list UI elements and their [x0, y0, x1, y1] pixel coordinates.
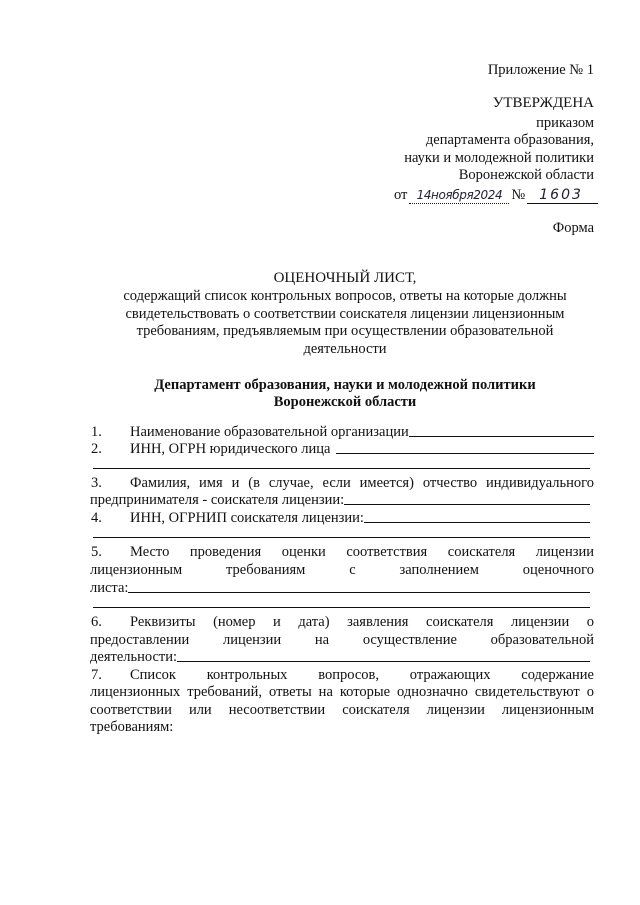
form-item-2 — [90, 440, 594, 458]
fill-line — [336, 453, 594, 454]
item-label: ИНН, ОГРН юридического лица — [130, 441, 331, 457]
form-item-6-continuation — [90, 648, 590, 666]
form-item-1 — [90, 423, 594, 441]
item-label: лицензионным требованиям с заполнением оценочного — [90, 562, 594, 578]
form-item-7-continuation — [90, 718, 594, 736]
form-item-7-continuation — [90, 683, 594, 701]
order-line: приказом — [536, 115, 594, 131]
fill-line — [409, 436, 594, 437]
item-number: 5. — [91, 544, 102, 560]
order-line: науки и молодежной политики — [404, 150, 594, 166]
item-label: требованиям: — [90, 719, 174, 735]
order-line: Воронежской области — [458, 167, 594, 183]
item-label: Наименование образовательной организации — [130, 424, 409, 440]
item-label: предоставлении лицензии на осуществление образовательной — [90, 632, 594, 648]
fill-line — [128, 592, 590, 593]
fill-line — [364, 522, 590, 523]
handwritten-order-number: 1603 — [527, 187, 598, 204]
form-item-7-continuation — [90, 701, 594, 719]
fill-line — [344, 504, 590, 505]
item-label: ИНН, ОГРНИП соискателя лицензии: — [130, 510, 364, 526]
number-sign: № — [511, 187, 526, 203]
title-subline: свидетельствовать о соответствии соискателя лицензии лицензионным — [125, 306, 565, 322]
item-number: 4. — [91, 510, 102, 526]
form-item-4 — [90, 509, 590, 527]
item-label: Список контрольных вопросов, отражающих содержание — [130, 667, 594, 683]
item-label: лицензионных требований, ответы на которые однозначно свидетельствуют о — [90, 684, 594, 700]
form-item-3-continuation — [90, 491, 590, 509]
handwritten-date: 14ноября2024 — [409, 187, 509, 204]
form-item-6 — [90, 613, 594, 631]
item-label: Реквизиты (номер и дата) заявления соискателя лицензии о — [130, 614, 594, 630]
item-number: 6. — [91, 614, 102, 630]
form-item-5-continuation — [90, 561, 594, 579]
order-line: департамента образования, — [425, 132, 594, 148]
form-item-6-continuation — [90, 631, 594, 649]
document-title: ОЦЕНОЧНЫЙ ЛИСТ, — [273, 270, 417, 286]
order-date-number-line — [394, 184, 598, 204]
fill-line — [93, 607, 590, 608]
item-label: Фамилия, имя и (в случае, если имеется) отчество индивидуального — [130, 475, 594, 491]
form-item-5-continuation — [90, 579, 590, 597]
title-subline: содержащий список контрольных вопросов, ответы на которые должны — [123, 288, 567, 304]
item-label: листа: — [90, 580, 129, 596]
fill-line — [93, 468, 590, 469]
form-item-5 — [90, 543, 594, 561]
item-label: деятельности: — [90, 649, 178, 665]
item-label: соответствии или несоответствии соискателя лицензии лицензионным — [90, 702, 594, 718]
fill-line — [93, 537, 590, 538]
item-number: 1. — [91, 424, 102, 440]
department-name: Воронежской области — [273, 394, 417, 410]
item-label: Место проведения оценки соответствия соискателя лицензии — [130, 544, 594, 560]
item-number: 2. — [91, 441, 102, 457]
approved-label: УТВЕРЖДЕНА — [492, 95, 594, 111]
appendix-label: Приложение № 1 — [487, 62, 594, 78]
fill-line — [177, 661, 590, 662]
item-number: 3. — [91, 475, 102, 491]
form-label: Форма — [552, 220, 594, 236]
title-subline: деятельности — [303, 341, 387, 357]
department-name: Департамент образования, науки и молодежной политики — [154, 377, 536, 393]
title-subline: требованиям, предъявляемым при осуществлении образовательной — [136, 323, 554, 339]
form-item-7 — [90, 666, 594, 684]
item-label: предпринимателя - соискателя лицензии: — [90, 492, 345, 508]
item-number: 7. — [91, 667, 102, 683]
date-prefix: от — [394, 187, 408, 203]
form-item-3 — [90, 474, 594, 492]
